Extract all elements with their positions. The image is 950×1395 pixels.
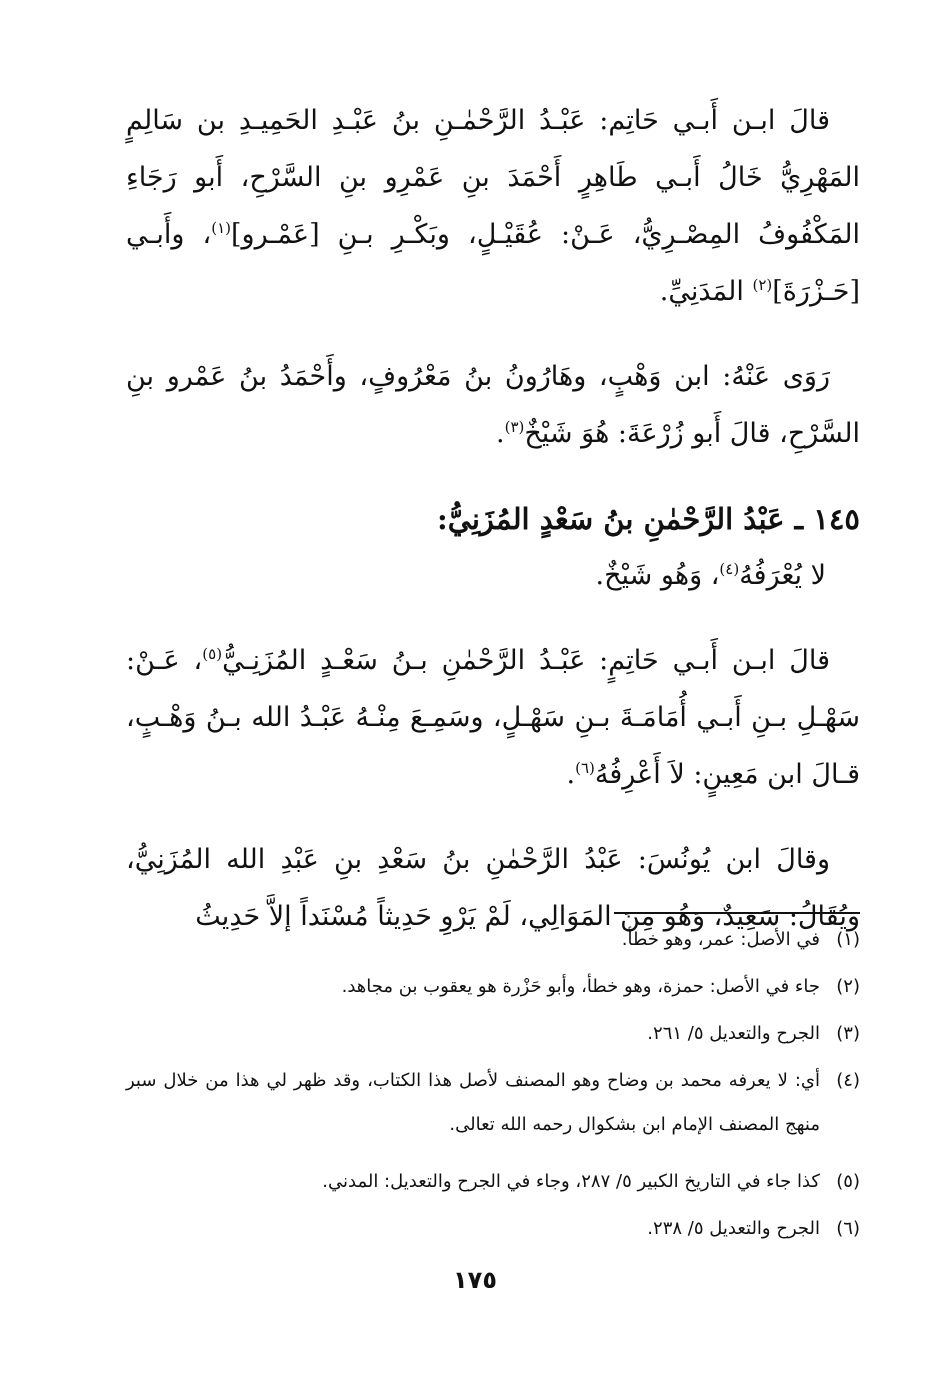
footnotes (126, 928, 860, 1264)
paragraph-text: قالَ ابـن أَبـي حَاتِمٍ: عَبْـدُ الرَّحْمٰنِ بـنُ سَعْـدٍ المُزَنِـيُّ (222, 645, 831, 676)
footnote-text: الجرح والتعديل ٥/ ٢٣٨. (647, 1218, 820, 1239)
footnote-number: (٣) (836, 1023, 860, 1044)
paragraph-text: رَوَى عَنْهُ: ابن وَهْبٍ، وهَارُونُ بنُ مَعْرُوفٍ، وأَحْمَدُ بنُ عَمْرو بنِ السَّرْحِ، قالَ أَبو زُرْعَةَ: هُوَ شَيْخٌ (126, 361, 860, 449)
footnote-ref-6[interactable]: (٦) (575, 759, 595, 777)
footnote-text: في الأصل: عمر، وهو خطأ. (621, 929, 820, 950)
footnote-number: (١) (836, 929, 860, 950)
page-number: ١٧٥ (453, 1266, 497, 1294)
footnote-text: كذا جاء في التاريخ الكبير ٥/ ٢٨٧، وجاء في الجرح والتعديل: المدني. (322, 1171, 820, 1192)
paragraph-text: المَدَنِيِّ. (659, 276, 753, 307)
paragraph-text: وقالَ ابن يُونُسَ: عَبْدُ الرَّحْمٰنِ بنُ سَعْدِ بنِ عَبْدِ الله المُزَنِيُّ، ويُقَالُ: سَعِيدٌ، وَهُو مِنَ المَوَالِي، لَمْ يَرْوِ حَدِيثاً مُسْنَداً إلاَّ حَدِيثُ (126, 844, 860, 932)
footnote-text: جاء في الأصل: حمزة، وهو خطأ، وأبو حَزْرة هو يعقوب بن مجاهد. (341, 976, 820, 997)
footnote-1 (126, 928, 860, 952)
footnote-text: أي: لا يعرفه محمد بن وضاح وهو المصنف لأصل هذا الكتاب، وقد ظهر لي هذا من خلال سبر منهج المصنف الإمام ابن بشكوال رحمه الله تعالى. (126, 1070, 820, 1135)
paragraph-text: ، عَـنْ: سَهْـلِ بـنِ أَبـي أُمَامَـةَ بـنِ سَهْـلٍ، وسَمِـعَ مِنْـهُ عَبْـدُ الله بـنُ وَهْـبٍ، قـالَ ابن مَعِينٍ: لاَ أَعْرِفُهُ (126, 645, 860, 790)
entry-heading-145: ١٤٥ ـ عَبْدُ الرَّحْمٰنِ بنُ سَعْدٍ المُزَنِيُّ: (436, 502, 860, 536)
paragraph-text: . (495, 418, 505, 449)
entry-text: ، وَهُو شَيْخٌ. (595, 560, 720, 591)
paragraph-text: . (566, 759, 576, 790)
paragraph-text: قالَ ابـن أَبـي حَاتِم: عَبْـدُ الرَّحْمٰـنِ بنُ عَبْـدِ الحَمِيـدِ بن سَالِمٍ المَهْرِيُّ خَالُ أَبـي طَاهِرٍ أَحْمَدَ بنِ عَمْرِو بنِ السَّرْحِ، أَبو رَجَاءِ المَكْفُوفُ المِصْـرِيُّ، عَـنْ: عُقَيْـلٍ، وبَكْـرِ بـنِ [عَمْـرو] (126, 105, 860, 250)
footnote-ref-3[interactable]: (٣) (504, 418, 525, 436)
footnote-text: الجرح والتعديل ٥/ ٢٦١. (647, 1023, 820, 1044)
footnote-2 (126, 975, 860, 999)
entry-text: لا يُعْرَفُهُ (739, 560, 826, 591)
footnote-4 (126, 1069, 860, 1147)
footnote-5 (126, 1170, 860, 1194)
footnote-number: (٤) (836, 1070, 860, 1091)
footnote-number: (٢) (836, 976, 860, 997)
main-text (126, 92, 860, 973)
footnote-ref-4[interactable]: (٤) (719, 560, 740, 578)
footnote-ref-5[interactable]: (٥) (202, 645, 223, 663)
footnote-divider (614, 912, 860, 914)
paragraph-ibn-abi-hatim-2 (126, 632, 860, 803)
paragraph-ibn-abi-hatim-1 (126, 92, 860, 320)
footnote-number: (٦) (836, 1218, 860, 1239)
paragraph-text: ، وأَبـي [حَـزْرَةَ] (126, 219, 860, 307)
footnote-number: (٥) (836, 1171, 860, 1192)
footnote-ref-1[interactable]: (١) (211, 219, 231, 237)
paragraph-narrators (126, 348, 860, 462)
footnote-3 (126, 1022, 860, 1046)
footnote-6 (126, 1217, 860, 1241)
entry-145-line (126, 548, 860, 604)
footnote-ref-2[interactable]: (٢) (752, 276, 773, 294)
